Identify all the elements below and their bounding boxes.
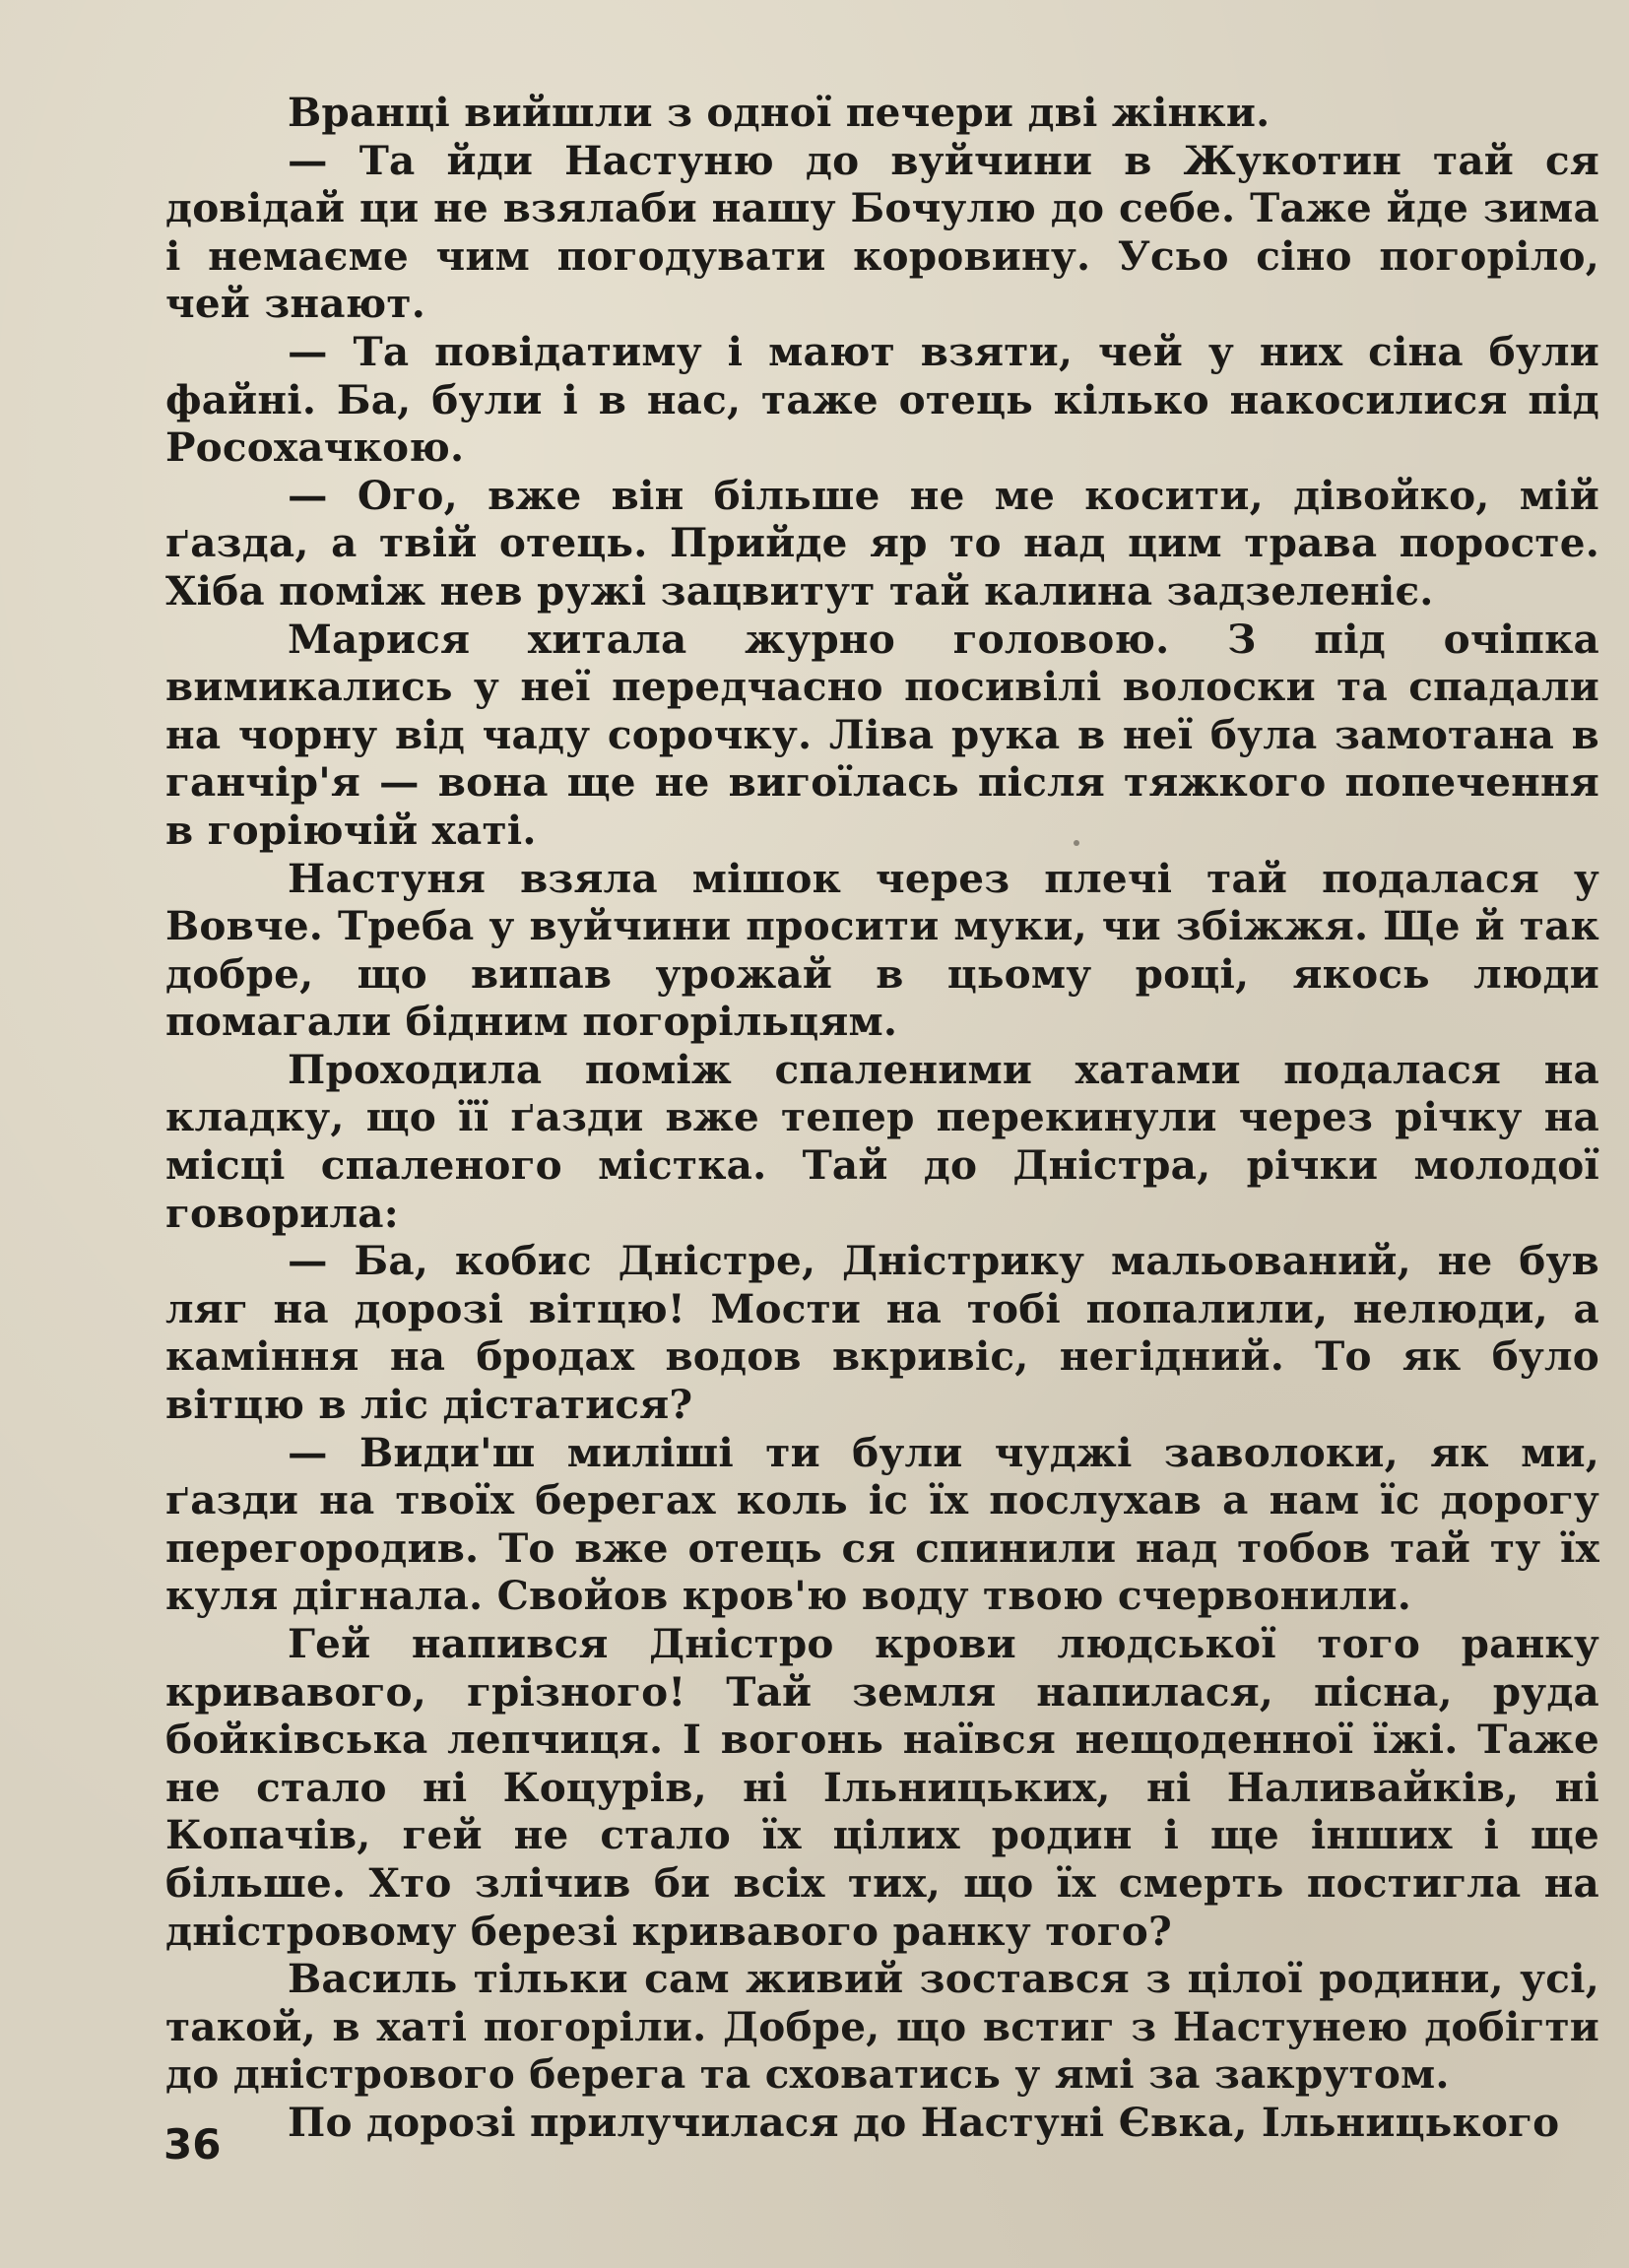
paragraph: — Та йди Настуню до вуйчини в Жукотин тай ся довідай ци не взялаби нашу Бочулю до себе. Таже йде зима і немаєме чим погодувати коровину. Усьо сіно погоріло, чей знают. — [165, 136, 1599, 328]
body-text — [165, 89, 1599, 2147]
paragraph: — Ого, вже він більше не ме косити, дівойко, мій ґазда, а твій отець. Прийде яр то над цим трава поросте. Хіба поміж нев ружі зацвитут тай калина задзеленіє. — [165, 471, 1599, 615]
paper-speck — [1074, 840, 1079, 846]
paragraph: — Види'ш миліші ти були чуджі заволоки, як ми, ґазди на твоїх берегах коль іс їх послухав а нам їс дорогу перегородив. То вже отець ся спинили над тобов тай ту їх куля дігнала. Свойов кров'ю воду твою счервонили. — [165, 1428, 1599, 1620]
page-number: 36 — [163, 2120, 222, 2169]
paper-speck — [1596, 1541, 1599, 1545]
paragraph: Гей напився Дністро крови людської того ранку кривавого, грізного! Тай земля напилася, пісна, руда бойківська лепчиця. І вогонь наївся нещоденної їжі. Таже не стало ні Коцурів, ні Ільницьких, ні Наливайків, ні Копачів, гей не стало їх цілих родин і ще інших і ще більше. Хто злічив би всіх тих, що їх смерть постигла на дністровому березі кривавого ранку того? — [165, 1620, 1599, 1955]
paragraph: Настуня взяла мішок через плечі тай подалася у Вовче. Треба у вуйчини просити муки, чи збіжжя. Ще й так добре, що випав урожай в цьому році, якось люди помагали бідним погорільцям. — [165, 854, 1599, 1046]
paragraph: Василь тільки сам живий зостався з цілої родини, усі, такой, в хаті погоріли. Добре, що встиг з Настунею добігти до дністрового берега та сховатись у ямі за закрутом. — [165, 1955, 1599, 2099]
paragraph: — Та повідатиму і мают взяти, чей у них сіна були файні. Ба, були і в нас, таже отець кілько накосилися під Росохачкою. — [165, 327, 1599, 472]
paragraph: Марися хитала журно головою. З під очіпка вимикались у неї передчасно посивілі волоски та спадали на чорну від чаду сорочку. Ліва рука в неї була замотана в ганчір'я — вона ще не вигоїлась після тяжкого попечення в горіючій хаті. — [165, 615, 1599, 854]
paragraph: Проходила поміж спаленими хатами подалася на кладку, що її ґазди вже тепер перекинули через річку на місці спаленого містка. Тай до Дністра, річки молодої говорила: — [165, 1045, 1599, 1237]
paragraph: Вранці вийшли з одної печери дві жінки. — [288, 89, 1271, 136]
paragraph: — Ба, кобис Дністре, Дністрику мальований, не був ляг на дорозі вітцю! Мости на тобі попалили, нелюди, а каміння на бродах водов вкривіс, негідний. То як було вітцю в ліс дістатися? — [165, 1237, 1599, 1429]
paper-speck — [286, 1782, 289, 1785]
paragraph: По дорозі прилучилася до Настуні Євка, Ільницького — [288, 2098, 1560, 2146]
